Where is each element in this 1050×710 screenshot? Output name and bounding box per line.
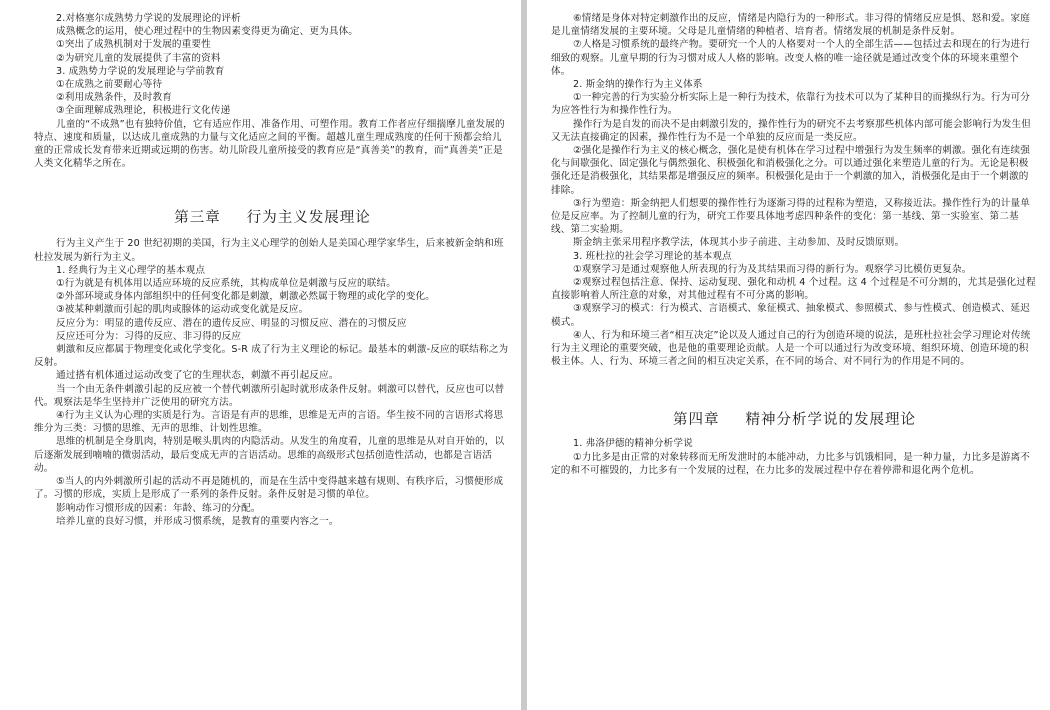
list-item: ②强化是操作行为主义的核心概念，强化是使有机体在学习过程中增强行为发生频率的刺激。强化有连续强化与间歇强化、固定强化与偶然强化、积极强化和消极强化之分。可以通过强化来塑造儿童的行为。无论是积极强化还是消极强化，其结果都是增强反应的频率。积极强化是由于一个刺激的加入，消极强化是由于一个刺激的排除。 [551, 145, 1030, 196]
list-item: ①在成熟之前要耐心等待 [56, 79, 163, 91]
list-item: ②观察过程包括注意、保持、运动复现、强化和动机 4 个过程。这 4 个过程是不可分割的，尤其是强化过程直接影响着人所注意的对象，对其他过程有不可分离的影响。 [551, 277, 1036, 302]
section-heading: 1. 经典行为主义心理学的基本观点 [56, 264, 206, 276]
list-item: ③全面理解成熟理论，积极进行文化传递 [56, 105, 231, 117]
paragraph: 斯金纳主张采用程序教学法，体现其小步子前进、主动参加、及时反馈原则。 [573, 237, 905, 249]
paragraph: 思维的机制是全身肌肉，特别是喉头肌肉的内隐活动。从发生的角度看，儿童的思维是从对自开始的，以后逐渐发展到喃喃的微弱活动，最后变成无声的言语活动。思维的高级形式包括创造性活动，也都是言语活动。 [34, 436, 505, 474]
paragraph: 培养儿童的良好习惯，并形成习惯系统，是教育的重要内容之一。 [56, 515, 339, 527]
paragraph: 影响动作习惯形成的因素：年龄、练习的分配。 [56, 502, 261, 514]
section-heading: 2.对格塞尔成熟势力学说的发展理论的评析 [56, 13, 241, 24]
list-item: ①一种完善的行为实验分析实际上是一种行为技术，依靠行为技术可以为了某种目的而操纵行为。行为可分为应答性行为和操作性行为。 [551, 92, 1030, 117]
list-item: ③行为塑造：斯金纳把人们想要的操作性行为逐渐习得的过程称为塑造，又称接近法。操作性行为的计量单位是反应率。为了控制儿童的行为，研究工作要具体地考虑四种条件的变化：第一基线、第一实验室、第二基线、第二实验期。 [551, 197, 1030, 236]
section-heading: 3. 成熟势力学说的发展理论与学前教育 [56, 65, 225, 77]
list-item: ⑤当人的内外刺激所引起的活动不再是随机的，而是在生活中变得越来越有规则、有秩序后，习惯便形成了。习惯的形成，实质上是形成了一系列的条件反射。条件反射是习惯的单位。 [34, 476, 504, 501]
chapter-heading [34, 206, 511, 227]
paragraph: 行为主义产生于 20 世纪初期的美国，行为主义心理学的创始人是美国心理学家华生，后来被新金纳和班杜拉发展为新行为主义。 [34, 238, 504, 263]
chapter-heading [551, 408, 1038, 429]
list-item: ③观察学习的模式：行为模式、言语模式、象征模式、抽象模式、参照模式、参与性模式、创造模式、延迟模式。 [551, 303, 1030, 328]
paragraph: 当一个由无条件刺激引起的反应被一个替代刺激所引起时就形成条件反射。刺激可以替代，反应也可以替代。观察法是华生坚持并广泛使用的研究方法。 [34, 383, 505, 408]
list-item: ①观察学习是通过观察他人所表现的行为及其结果而习得的新行为。观察学习比模仿更复杂。 [573, 263, 972, 275]
document-page-left [0, 0, 521, 710]
paragraph: 操作行为是自发的而决不是由刺激引发的，操作性行为的研究不去考察那些机体内部可能会影响行为发生但又无法直接确定的因素，操作性行为不是一个单独的反应而是一类反应。 [551, 118, 1031, 143]
section-heading: 1. 弗洛伊德的精神分析学说 [573, 438, 693, 450]
list-item: ①突出了成熟机制对于发展的重要性 [56, 39, 211, 51]
section-heading: 2. 斯金纳的操作行为主义体系 [573, 79, 703, 91]
paragraph: 反应分为：明显的遗传反应、潜在的遗传反应、明显的习惯反应、潜在的习惯反应 [56, 317, 407, 329]
document-page-right [527, 0, 1050, 710]
paragraph: 成熟概念的运用，使心理过程中的生物因素变得更为确定、更为具体。 [56, 26, 359, 38]
list-item: ②为研究儿童的发展提供了丰富的资料 [56, 52, 221, 64]
chapter-title: 行为主义发展理论 [246, 210, 371, 227]
list-item: ②利用成熟条件，及时教育 [56, 92, 172, 104]
list-item: ③被某种刺激而引起的肌肉或腺体的运动或变化就是反应。 [56, 304, 309, 316]
paragraph: 反应还可分为：习得的反应、非习得的反应 [56, 330, 242, 342]
section-heading: 3. 班杜拉的社会学习理论的基本观点 [573, 250, 732, 262]
list-item: ⑦人格是习惯系统的最终产物。要研究一个人的人格要对一个人的全部生活——包括过去和现在的行为进行细致的观察。儿童早期的行为习惯对成人人格的影响。改变人格的唯一途径就是通过改变个体的环境来重塑个体。 [551, 39, 1030, 77]
chapter-title: 精神分析学说的发展理论 [745, 412, 916, 429]
list-item: ④人、行为和环境三者“相互决定”论以及人通过自己的行为创造环境的说法，是班杜拉社会学习理论对传统行为主义理论的重要突破，也是他的重要理论贡献。人是一个可以通过行为改变环境、组织环境、创造环境的积极主体。人、行为、环境三者之间的相互决定关系，在不同的场合、对不同行为的作用是不同的。 [551, 329, 1031, 368]
list-item: ①力比多是由正常的对象转移而无所发泄时的本能冲动，力比多与饥饿相同，是一种力量，力比多是游离不定的和不可摧毁的，力比多有一个发展的过程，在力比多的发展过程中存在着停滞和退化两个危机。 [551, 451, 1030, 476]
paragraph: 刺激和反应都属于物理变化或化学变化。S-R 成了行为主义理论的标记。最基本的刺激-反应的联结称之为反射。 [34, 344, 509, 369]
paragraph: 儿童的“不成熟”也有独特价值，它有适应作用、准备作用、可塑作用。教育工作者应仔细揣摩儿童发展的特点、速度和质量，以达成儿童成熟的力量与文化适应之间的平衡。超越儿童生理成熟度的任何干预都会给儿童的正常成长发育带来近期或远期的伤害。幼儿阶段儿童所接受的教育应是“真善美”的教育，而“真善美”正是人类文化精华之所在。 [34, 118, 505, 170]
paragraph: 通过搭有机体通过运动改变了它的生理状态，刺激不再引起反应。 [56, 370, 339, 382]
chapter-number: 第三章 [174, 210, 221, 227]
list-item: ①行为就是有机体用以适应环境的反应系统，其构成单位是刺激与反应的联结。 [56, 278, 397, 290]
list-item: ⑥情绪是身体对特定刺激作出的反应，情绪是内隐行为的一种形式。非习得的情绪反应是惧、怒和爱。家庭是儿童情绪发展的主要环境。父母是儿童情绪的种植者、培育者。情绪发展的机制是条件反射。 [551, 13, 1030, 38]
list-item: ④行为主义认为心理的实质是行为。言语是有声的思维，思维是无声的言语。华生按不同的言语形式将思维分为三类：习惯的思维、无声的思维、计划性思维。 [34, 410, 504, 435]
chapter-number: 第四章 [673, 412, 720, 429]
list-item: ②外部环境或身体内部组织中的任何变化都是刺激，刺激必然属于物理的或化学的变化。 [56, 291, 436, 303]
